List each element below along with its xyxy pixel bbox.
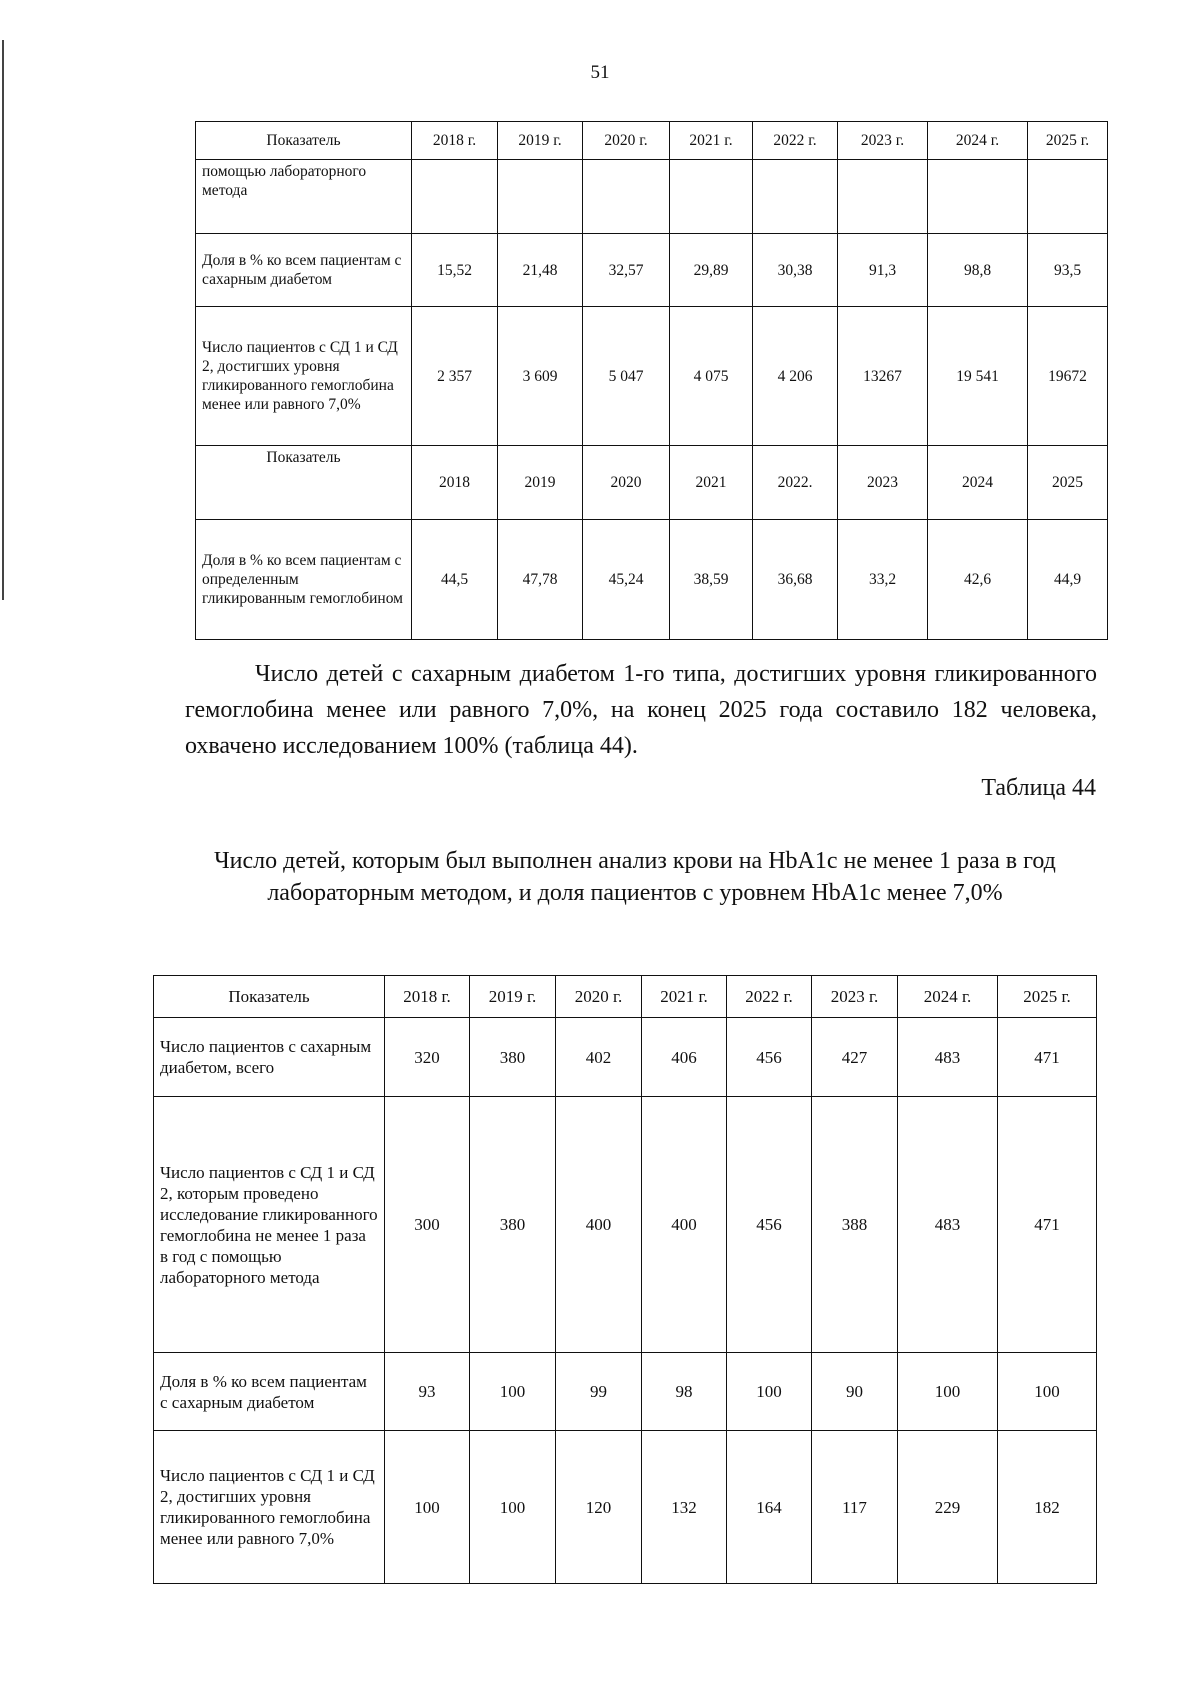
header-cell: 2022. bbox=[753, 446, 838, 520]
page-number: 51 bbox=[590, 62, 610, 83]
table-cell bbox=[928, 160, 1028, 234]
table-cell: 483 bbox=[898, 1097, 998, 1353]
header-cell: 2018 г. bbox=[385, 976, 470, 1018]
table-cell: 15,52 bbox=[412, 234, 498, 307]
table-cell: 100 bbox=[470, 1431, 556, 1584]
table-cell: 3 609 bbox=[498, 307, 583, 446]
table-cell: 33,2 bbox=[838, 520, 928, 640]
table-cell bbox=[753, 160, 838, 234]
header-cell: Показатель bbox=[196, 122, 412, 160]
table-row bbox=[196, 160, 1108, 234]
table-header-row bbox=[154, 976, 1097, 1018]
table-cell: 100 bbox=[998, 1353, 1097, 1431]
table-cell: 29,89 bbox=[670, 234, 753, 307]
table-cell: 471 bbox=[998, 1097, 1097, 1353]
table-cell: 93 bbox=[385, 1353, 470, 1431]
header-cell: 2025 г. bbox=[1028, 122, 1108, 160]
table-cell bbox=[838, 160, 928, 234]
header-cell: 2021 bbox=[670, 446, 753, 520]
header-cell: Показатель bbox=[154, 976, 385, 1018]
header-cell: 2025 bbox=[1028, 446, 1108, 520]
table-cell: 320 bbox=[385, 1018, 470, 1097]
table-44 bbox=[153, 975, 1097, 1584]
table-cell: 483 bbox=[898, 1018, 998, 1097]
table-cell: 182 bbox=[998, 1431, 1097, 1584]
header-cell: 2019 г. bbox=[498, 122, 583, 160]
header-cell: 2019 г. bbox=[470, 976, 556, 1018]
table-row bbox=[154, 1431, 1097, 1584]
table-cell: 456 bbox=[727, 1097, 812, 1353]
header-cell: 2021 г. bbox=[670, 122, 753, 160]
table-cell: 120 bbox=[556, 1431, 642, 1584]
table-label: Таблица 44 bbox=[981, 775, 1096, 801]
row-label: Доля в % ко всем пациентам с сахарным диабетом bbox=[154, 1353, 385, 1431]
table-cell: 93,5 bbox=[1028, 234, 1108, 307]
table-cell: 91,3 bbox=[838, 234, 928, 307]
scan-edge-line bbox=[2, 40, 4, 600]
header-cell: 2024 г. bbox=[928, 122, 1028, 160]
table-cell: 99 bbox=[556, 1353, 642, 1431]
table-cell: 380 bbox=[470, 1018, 556, 1097]
header-cell: 2024 bbox=[928, 446, 1028, 520]
table-cell: 19 541 bbox=[928, 307, 1028, 446]
table-cell: 90 bbox=[812, 1353, 898, 1431]
table-cell: 100 bbox=[727, 1353, 812, 1431]
header-cell: 2024 г. bbox=[898, 976, 998, 1018]
table-cell: 45,24 bbox=[583, 520, 670, 640]
table-cell: 42,6 bbox=[928, 520, 1028, 640]
table-cell: 100 bbox=[898, 1353, 998, 1431]
table-row bbox=[154, 1097, 1097, 1353]
row-label: помощью лабораторного метода bbox=[196, 160, 412, 234]
header-cell: Показатель bbox=[196, 446, 412, 520]
table-cell: 44,9 bbox=[1028, 520, 1108, 640]
table-cell: 30,38 bbox=[753, 234, 838, 307]
table-cell bbox=[498, 160, 583, 234]
table-cell: 229 bbox=[898, 1431, 998, 1584]
row-label: Число пациентов с СД 1 и СД 2, достигших уровня гликированного гемоглобина менее или равного 7,0% bbox=[196, 307, 412, 446]
header-cell: 2020 г. bbox=[556, 976, 642, 1018]
table-cell: 164 bbox=[727, 1431, 812, 1584]
table-row bbox=[196, 307, 1108, 446]
table-cell: 388 bbox=[812, 1097, 898, 1353]
row-label: Число пациентов с сахарным диабетом, всего bbox=[154, 1018, 385, 1097]
row-label: Число пациентов с СД 1 и СД 2, достигших уровня гликированного гемоглобина менее или равного 7,0% bbox=[154, 1431, 385, 1584]
table-row bbox=[154, 1018, 1097, 1097]
table-title: Число детей, которым был выполнен анализ крови на HbA1c не менее 1 раза в год лабораторным методом, и доля пациентов с уровнем HbA1c менее 7,0% bbox=[214, 848, 1056, 906]
row-label: Доля в % ко всем пациентам с сахарным диабетом bbox=[196, 234, 412, 307]
table-cell: 380 bbox=[470, 1097, 556, 1353]
table-cell: 400 bbox=[556, 1097, 642, 1353]
table-cell: 38,59 bbox=[670, 520, 753, 640]
table-row bbox=[196, 234, 1108, 307]
header-cell: 2025 г. bbox=[998, 976, 1097, 1018]
header-cell: 2018 bbox=[412, 446, 498, 520]
table-cell: 300 bbox=[385, 1097, 470, 1353]
body-paragraph bbox=[185, 656, 1097, 764]
table-cell bbox=[412, 160, 498, 234]
header-cell: 2022 г. bbox=[727, 976, 812, 1018]
table-cell: 471 bbox=[998, 1018, 1097, 1097]
table-cell: 406 bbox=[642, 1018, 727, 1097]
table-continued bbox=[195, 121, 1108, 640]
header-cell: 2019 bbox=[498, 446, 583, 520]
table-cell: 19672 bbox=[1028, 307, 1108, 446]
table-cell: 32,57 bbox=[583, 234, 670, 307]
table-cell bbox=[583, 160, 670, 234]
header-cell: 2018 г. bbox=[412, 122, 498, 160]
table-row bbox=[196, 520, 1108, 640]
table-cell: 44,5 bbox=[412, 520, 498, 640]
header-cell: 2021 г. bbox=[642, 976, 727, 1018]
table-cell: 5 047 bbox=[583, 307, 670, 446]
table-cell: 2 357 bbox=[412, 307, 498, 446]
table-cell: 47,78 bbox=[498, 520, 583, 640]
header-cell: 2020 bbox=[583, 446, 670, 520]
table-cell: 132 bbox=[642, 1431, 727, 1584]
table-cell: 117 bbox=[812, 1431, 898, 1584]
row-label: Число пациентов с СД 1 и СД 2, которым проведено исследование гликированного гемоглобина не менее 1 раза в год с помощью лабораторного метода bbox=[154, 1097, 385, 1353]
table-cell: 13267 bbox=[838, 307, 928, 446]
table-cell: 400 bbox=[642, 1097, 727, 1353]
table-header-row bbox=[196, 122, 1108, 160]
table-cell: 100 bbox=[385, 1431, 470, 1584]
table-cell bbox=[670, 160, 753, 234]
table-subheader-row bbox=[196, 446, 1108, 520]
table-cell: 98 bbox=[642, 1353, 727, 1431]
row-label: Доля в % ко всем пациентам с определенным гликированным гемоглобином bbox=[196, 520, 412, 640]
table-cell: 402 bbox=[556, 1018, 642, 1097]
header-cell: 2023 г. bbox=[812, 976, 898, 1018]
header-cell: 2020 г. bbox=[583, 122, 670, 160]
table-row bbox=[154, 1353, 1097, 1431]
table-cell: 21,48 bbox=[498, 234, 583, 307]
table-cell: 456 bbox=[727, 1018, 812, 1097]
header-cell: 2023 bbox=[838, 446, 928, 520]
paragraph-text: Число детей с сахарным диабетом 1-го типа, достигших уровня гликированного гемоглобина менее или равного 7,0%, на конец 2025 года составило 182 человека, охвачено исследованием 100% (таблица 44). bbox=[185, 661, 1097, 759]
table-cell: 427 bbox=[812, 1018, 898, 1097]
table-cell: 4 075 bbox=[670, 307, 753, 446]
table-cell: 98,8 bbox=[928, 234, 1028, 307]
header-cell: 2023 г. bbox=[838, 122, 928, 160]
table-cell: 4 206 bbox=[753, 307, 838, 446]
table-cell: 100 bbox=[470, 1353, 556, 1431]
table-cell bbox=[1028, 160, 1108, 234]
header-cell: 2022 г. bbox=[753, 122, 838, 160]
table-cell: 36,68 bbox=[753, 520, 838, 640]
